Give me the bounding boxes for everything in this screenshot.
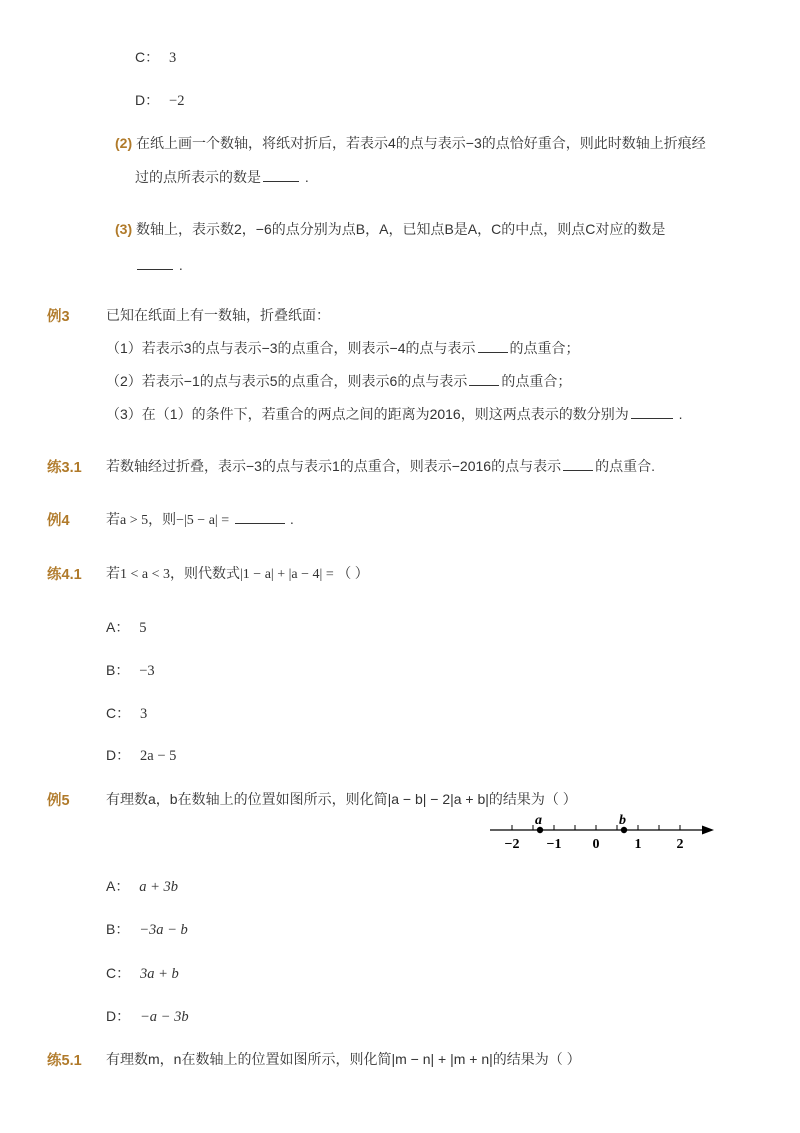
example-5-choice-c: C： 3a + b (106, 965, 179, 982)
practice-4-1-text: 若1 < a < 3，则代数式|1 − a| + |a − 4| = （ ） (106, 567, 369, 582)
example-5-label: 例5 (47, 793, 70, 809)
number-line-figure (488, 808, 718, 854)
practice-4-1-choice-a: A： 5 (106, 619, 147, 636)
question-2-line1: (2) 在纸上画一个数轴，将纸对折后，若表示4的点与表示−3的点恰好重合，则此时数轴上折痕经 (115, 135, 706, 151)
example-3-label: 例3 (47, 309, 70, 325)
answer-blank (469, 371, 499, 386)
choice-d: D： −2 (135, 92, 185, 109)
answer-blank (263, 167, 299, 182)
example-4-label: 例4 (47, 513, 70, 529)
practice-3-1-text: 若数轴经过折叠，表示−3的点与表示1的点重合，则表示−2016的点与表示 的点重合. (106, 458, 655, 474)
axis-tick-label: 2 (676, 837, 684, 852)
example-3-intro: 已知在纸面上有一数轴，折叠纸面： (106, 307, 330, 323)
example-5-choice-b: B： −3a − b (106, 921, 188, 938)
practice-3-1-label: 练3.1 (47, 460, 82, 476)
example-3-part1: （1）若表示3的点与表示−3的点重合，则表示−4的点与表示 的点重合； (106, 340, 580, 356)
choice-c: C： 3 (135, 49, 177, 66)
answer-blank (235, 509, 285, 524)
question-3-line1: (3) 数轴上，表示数2，−6的点分别为点B，A，已知点B是A，C的中点，则点C对应的数是 (115, 221, 666, 237)
axis-tick-label: −2 (504, 837, 520, 852)
answer-blank (478, 338, 508, 353)
practice-4-1-choice-d: D： 2a − 5 (106, 747, 177, 764)
example-3-part2: （2）若表示−1的点与表示5的点重合，则表示6的点与表示 的点重合； (106, 373, 572, 389)
axis-tick-label: 1 (634, 837, 642, 852)
axis-arrow-icon (702, 826, 714, 835)
point-a-label: a (535, 813, 542, 828)
practice-4-1-choice-b: B： −3 (106, 662, 155, 679)
question-2-line2: 过的点所表示的数是 . (135, 169, 309, 185)
answer-blank (631, 404, 673, 419)
example-5-choice-a: A： a + 3b (106, 878, 179, 895)
example-5-text: 有理数a，b在数轴上的位置如图所示，则化简|a − b| − 2|a + b|的结果为（ ） (106, 791, 577, 807)
answer-blank (563, 456, 593, 471)
axis-tick-label: 0 (592, 837, 600, 852)
practice-5-1-text: 有理数m，n在数轴上的位置如图所示，则化简|m − n| + |m + n|的结果为（ ） (106, 1051, 581, 1067)
practice-4-1-choice-c: C： 3 (106, 705, 148, 722)
practice-4-1-label: 练4.1 (47, 567, 82, 583)
example-5-choice-d: D： −a − 3b (106, 1008, 189, 1025)
answer-blank (137, 255, 173, 270)
point-b-label: b (619, 813, 626, 828)
axis-tick-label: −1 (546, 837, 562, 852)
practice-5-1-label: 练5.1 (47, 1053, 82, 1069)
example-3-part3: （3）在（1）的条件下，若重合的两点之间的距离为2016，则这两点表示的数分别为 . (106, 406, 683, 422)
question-3-line2: . (135, 255, 183, 273)
example-4-text: 若a > 5，则−|5 − a| = . (106, 509, 294, 529)
